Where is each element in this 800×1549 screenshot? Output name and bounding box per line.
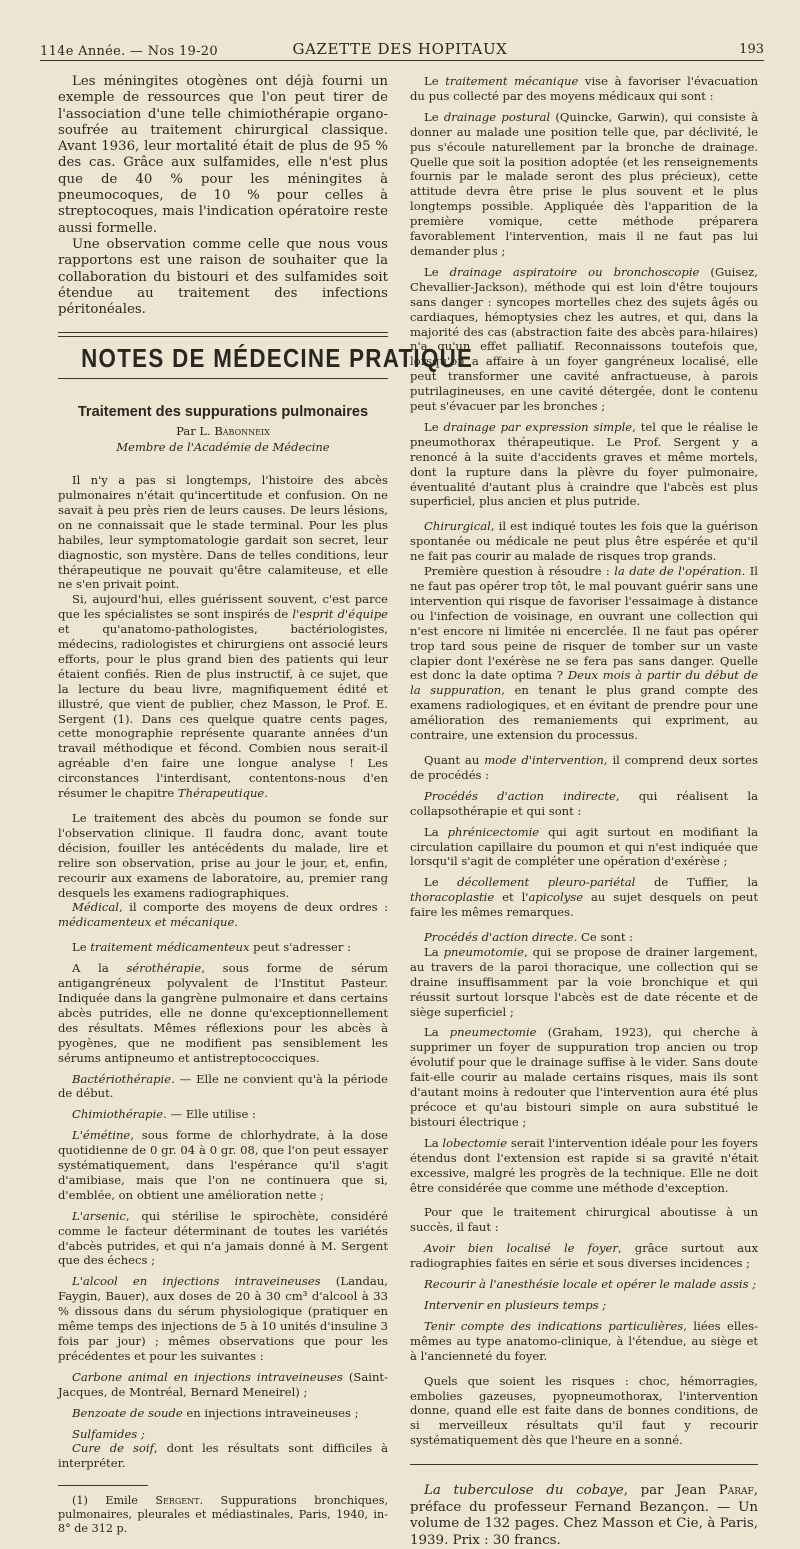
text-run: (1) Emile [72, 1494, 156, 1508]
review-text [410, 1483, 758, 1549]
emphasis: mode d'intervention [484, 752, 604, 767]
text-run: , préface du professeur Fernand Bezançon. — Un volume de 132 pages. Chez Masson et Cie, à Paris, 1939. Prix : 30 francs. [410, 1483, 758, 1548]
journal-title: GAZETTE DES HOPITAUX [292, 40, 508, 58]
text-run: Il ne faut pas opérer trop tôt, le mal pouvant guérir sans une intervention qui risque de favoriser l'essaimage à distance ou l'infection de voisinage, en ouvrant une collection qui n'est encore ni limitée ni encerclée. Il ne faut pas opérer trop tard sous peine de risquer de tomber sur un vaste clapier dont l'exérèse ne se fera pas sans danger. Quelle est donc la date optima ? [410, 564, 758, 683]
emphasis: pneumotomie [443, 944, 524, 959]
emphasis: Médical [72, 900, 119, 915]
text-run: , tel que le réalise le pneumothorax thérapeutique. Le Prof. Sergent y a renoncé à la suite d'accidents graves et même mortels, dont la rupture dans la plèvre du foyer pulmonaire, éventualité d'autant plus à craindre que l'abcès est plus superficiel, plus ancien et plus putride. [410, 419, 758, 509]
article-title: Traitement des suppurations pulmonaires [77, 404, 369, 421]
emphasis: Procédés d'action directe. [424, 930, 578, 945]
emphasis: phrénicectomie [447, 824, 540, 839]
text-run: , par Jean [623, 1483, 719, 1499]
emphasis: drainage aspiratoire ou bronchoscopie [449, 264, 700, 279]
text-run: — Elle ne convient qu'à la période de début. [58, 1071, 388, 1101]
page-number: 193 [739, 42, 764, 57]
paragraph [410, 1319, 758, 1364]
text-run: , qui réalisent la collapsothérapie et qui sont : [410, 788, 758, 818]
emphasis: traitement mécanique [445, 74, 579, 88]
footnote [58, 1494, 388, 1536]
emphasis: L'arsenic [72, 1208, 126, 1223]
paragraph [58, 940, 388, 955]
emphasis: décollement pleuro-pariétal [457, 875, 636, 890]
text-run: Le [424, 74, 446, 88]
emphasis: Chirurgical [424, 519, 491, 534]
text-run: et l' [494, 890, 529, 905]
text-run: Quant au [424, 752, 485, 767]
paragraph [410, 1136, 758, 1196]
paragraph [410, 930, 758, 945]
paragraph [58, 1370, 388, 1400]
text-run: (Landau, Faygin, Bauer), aux doses de 20 à 30 cm³ d'alcool à 33 % dissous dans du sérum physiologique (pratiquer en même temps des injections de 5 à 10 unités d'insuline 3 fois par jour) ; mêmes observations que pour les précédentes et pour les suivantes : [58, 1274, 388, 1363]
text-run: La [424, 1025, 450, 1040]
paragraph [410, 875, 758, 920]
text-run: vise à favoriser l'évacuation du pus collecté par des moyens médicaux qui sont : [410, 74, 758, 103]
paragraph: Recourir à l'anesthésie locale et opérer le malade assis ; [424, 1277, 757, 1292]
right-column [410, 74, 758, 1549]
paragraph [410, 1241, 758, 1271]
text-run: (Guisez, Chevallier-Jackson), méthode qui est loin d'être toujours sans danger : syncopes mortelles chez des sujets âgés ou cardiaques, hémoptysies chez les autres, et qui, dans la majorité des cas (abstraction faite des abcès para-hilaires) n'a qu'un effet palliatif. Reconnaissons toutefois que, lorsqu'on a affaire à un foyer gangréneux localisé, elle peut transformer une cavité anfractueuse, à parois putrilagineuses, en une cavité détergée, dont le contenu peut s'évacuer par les bronches ; [410, 264, 758, 414]
emphasis: Chimiothérapie. [72, 1107, 167, 1122]
emphasis: L'alcool en injections intraveineuses [72, 1274, 321, 1289]
paragraph [410, 420, 758, 509]
text-run: , en tenant le plus grand compte des examens radiologiques, et en évitant de prendre pour une amélioration des remaniements qui expriment, au contraire, une extension du processus. [410, 683, 758, 743]
review-rule [410, 1464, 758, 1465]
text-run: serait l'intervention idéale pour les foyers étendus dont l'extension est rapide si sa gravité n'était excessive, malgré les progrès de la technique. Elle ne doit être considérée que comme une méthode d'exception. [410, 1135, 758, 1195]
text-run: , il est indiqué toutes les fois que la guérison spontanée ou médicale ne peut plus être espérée et qu'il ne fait pas courir au malade de risques trop grands. [410, 519, 758, 564]
text-run: La [424, 944, 444, 959]
paragraph [410, 825, 758, 870]
text-run: , dont les résultats sont difficiles à interpréter. [58, 1441, 388, 1471]
emphasis: Tenir compte des indications particulières [424, 1318, 684, 1333]
text-run: qui agit surtout en modifiant la circulation capillaire du poumon et qui n'est indiquée que lorsqu'il s'agit de compléter une opération d'exérèse ; [410, 824, 758, 869]
header-rule [40, 60, 764, 61]
lead-paragraph: Les méningites otogènes ont déjà fourni un exemple de ressources que l'on peut tirer de l'association d'une telle chimiothérapie organo-soufrée au traitement chirurgical classique. Avant 1936, leur mortalité était de plus de 95 % des cas. Grâce aux sulfamides, elle n'est plus que de 40 % pour les méningites à pneumocoques, de 10 % pour celles à streptocoques, mais l'indication opératoire reste aussi formelle. [58, 74, 388, 236]
author-name: Babonneix [214, 424, 270, 439]
text-run: Première question à résoudre : [424, 564, 615, 579]
paragraph [58, 1107, 388, 1122]
text-run: — Elle utilise : [166, 1107, 256, 1122]
paragraph [58, 1072, 388, 1102]
text-run: , il comporte des moyens de deux ordres : [118, 900, 388, 915]
emphasis: Procédés d'action indirecte [424, 788, 616, 803]
paragraph [58, 1209, 388, 1269]
text-run: . Suppurations bronchiques, pulmonaires, pleurales et médiastinales, Paris, 1940, in-8° de 312 p. [58, 1494, 388, 1536]
paragraph [58, 900, 388, 930]
emphasis: drainage postural [443, 109, 551, 124]
paragraph [410, 945, 758, 1020]
emphasis: sérothérapie [126, 961, 202, 976]
text-run: , qui stérilise le spirochète, considéré comme le facteur déterminant de toutes les variétés d'abcès putrides, et qui n'a jamais donné à M. Sergent que des échecs ; [58, 1208, 388, 1268]
paragraph: Sulfamides ; [72, 1426, 145, 1441]
text-run: et qu'anatomo-pathologistes, bactériologistes, médecins, radiologistes et chirurgiens ont associé leurs efforts, pour le plus grand bien des patients qui leur étaient confiés. Rien de plus instructif, à ce sujet, que la lecture du beau livre, magnifiquement édité et illustré, que vient de publier, chez Masson, le Prof. E. Sergent (1). Dans ces quelque quatre cents pages, cette monographie représente quarante années d'un travail méthodique et fécond. Combien nous serait-il agréable d'en faire une longue analyse ! Les circonstances l'interdisant, contentons-nous d'en résumer le chapitre [58, 622, 388, 801]
text-run: , grâce surtout aux radiographies faites en série et sous diverses incidences ; [410, 1241, 758, 1271]
text-run: , il comprend deux sortes de procédés : [410, 752, 758, 782]
text-run: (Quincke, Garwin), qui consiste à donner au malade une position telle que, par déclivité, le pus s'écoule naturellement par la bronche de drainage. Quelle que soit la position adoptée (et les renseignements fournis par le malade seront des plus précieux), cette attitude devra être prise le plus souvent et le plus longtemps possible. Appliquée dès l'apparition de la première vomique, cette méthode préparera favorablement l'intervention, mais il ne faut pas lui demander plus ; [410, 109, 758, 258]
lead-paragraph: Une observation comme celle que nous vous rapportons est une raison de souhaiter que la collaboration du bistouri et des sulfamides soit étendue au traitement des infections péritonéales. [58, 236, 388, 318]
emphasis: Carbone animal en injections intraveineuses [72, 1369, 343, 1384]
text-run: Le [424, 875, 458, 890]
emphasis: traitement médicamenteux [90, 940, 250, 955]
previous-article-end [58, 74, 388, 318]
emphasis: Benzoate de soude [72, 1405, 183, 1420]
text-run: , sous forme de chlorhydrate, à la dose quotidienne de 0 gr. 04 à 0 gr. 08, que l'on peut essayer systématiquement, dans l'espérance qu'il s'agit d'amibiase, mais que l'on ne continuera que si, d'emblée, on obtient une amélioration nette ; [58, 1128, 388, 1202]
text-run: de Tuffier, la [635, 875, 759, 890]
emphasis: lobectomie [442, 1135, 508, 1150]
author-prefix: Par L. [176, 424, 211, 439]
article-author [58, 424, 388, 439]
text-run: , sous forme de sérum antigangréneux polyvalent de l'Institut Pasteur. Indiquée dans la gangrène pulmonaire et dans certains abcès putrides, elle ne donne qu'exceptionnellement des résultats. Mêmes réflexions pour les abcès à pyogènes, que ne modifient pas sensiblement les sérums antipneumo et antistreptococciques. [58, 961, 388, 1065]
text-run: La [424, 824, 448, 839]
paragraph [410, 1025, 758, 1129]
paragraph [410, 110, 758, 259]
text-run: Ce sont : [577, 930, 634, 945]
paragraph [58, 592, 388, 801]
emphasis: L'émétine [72, 1128, 131, 1143]
book-author: Paraf [718, 1483, 754, 1499]
text-run: Si, aujourd'hui, elles guérissent souvent, c'est parce que les spécialistes se sont inspirés de [58, 592, 388, 622]
paragraph: Pour que le traitement chirurgical aboutisse à un succès, il faut : [410, 1205, 758, 1235]
emphasis: Bactériothérapie. [72, 1071, 175, 1086]
emphasis: pneumectomie [449, 1025, 537, 1040]
paragraph [58, 961, 388, 1065]
author-role: Membre de l'Académie de Médecine [116, 440, 330, 455]
emphasis: la date de l'opération. [614, 564, 746, 579]
emphasis: Thérapeutique. [177, 786, 268, 801]
paragraph [410, 265, 758, 414]
text-run: La [424, 1135, 443, 1150]
footnote-author: Sergent [155, 1494, 200, 1508]
paragraph [410, 564, 758, 743]
paragraph [410, 753, 758, 783]
footnote-rule [58, 1485, 148, 1486]
text-run: Le [72, 940, 91, 955]
paragraph [410, 74, 758, 104]
section-rule [58, 378, 388, 379]
text-run: (Saint-Jacques, de Montréal, Bernard Meneirel) ; [58, 1369, 388, 1399]
text-run: A la [72, 961, 127, 976]
paragraph: Il n'y a pas si longtemps, l'histoire des abcès pulmonaires n'était qu'incertitude et confusion. On ne savait à peu près rien de leurs causes. De leurs lésions, on ne connaissait que le stade terminal. Pour les plus habiles, leur symptomatologie gardait son secret, leur diagnostic, son mystère. Dans de telles conditions, leur thérapeutique ne pouvait qu'être calamiteuse, et elle ne s'en privait point. [58, 473, 388, 592]
emphasis: médicamenteux et mécanique. [58, 915, 238, 930]
emphasis: drainage par expression simple [443, 419, 633, 434]
issue-number: 114e Année. — Nos 19-20 [40, 44, 218, 59]
section-divider [58, 332, 388, 337]
text-run: (Graham, 1923), qui cherche à supprimer un foyer de suppuration trop ancien ou trop évolutif pour que le drainage suffise à le vider. Sans doute fait-elle courir au malade certains risques, mais ils sont d'autant moins à redouter que l'intervention aura été plus précoce et qu'au bistouri simple on aura substitué le bistouri électrique ; [410, 1025, 758, 1129]
section-title: NOTES DE MÉDECINE PRATIQUE [81, 343, 474, 374]
text-run: Le [424, 419, 444, 434]
running-header [0, 36, 800, 62]
emphasis: apicolyse [528, 890, 584, 905]
paragraph [58, 1128, 388, 1203]
footnote-text [58, 1494, 388, 1536]
text-run: , qui se propose de drainer largement, au travers de la paroi thoracique, une collection qui se draine insuffisamment par la voie bronchique et qui réussit surtout lorsque l'abcès est de date récente et de siège superficiel ; [410, 944, 758, 1019]
paragraph: Intervenir en plusieurs temps ; [424, 1297, 607, 1312]
paragraph [58, 1406, 388, 1421]
text-run: , liées elles-mêmes au type anatomo-clinique, à l'étendue, au siège et à l'ancienneté du foyer. [410, 1318, 758, 1363]
book-review [410, 1483, 758, 1549]
paragraph [58, 1441, 388, 1471]
text-run: en injections intraveineuses ; [182, 1405, 359, 1420]
emphasis: l'esprit d'équipe [292, 607, 388, 622]
book-title: La tuberculose du cobaye [424, 1483, 624, 1499]
paragraph [410, 789, 758, 819]
paragraph: Quels que soient les risques : choc, hémorragies, embolies gazeuses, pyopneumothorax, l'intervention donne, quand elle est faite dans de bonnes conditions, de si merveilleux résultats qu'il faut y recourir systématiquement dès que l'heure en a sonné. [410, 1373, 758, 1448]
paragraph: Le traitement des abcès du poumon se fonde sur l'observation clinique. Il faudra donc, avant toute décision, fouiller les antécédents du malade, lire et relire son observation, prise au jour le jour, et, enfin, recourir aux examens de laboratoire, au, premier rang desquels les examens radiographiques. [58, 811, 388, 900]
emphasis: Deux mois à partir du début de la suppuration [410, 668, 759, 698]
emphasis: thoracoplastie [410, 890, 495, 905]
text-run: au sujet desquels on peut faire les mêmes remarques. [410, 890, 758, 920]
text-run: Le [424, 264, 450, 279]
paragraph [410, 519, 758, 564]
emphasis: Cure de soif [72, 1441, 154, 1456]
text-run: Le [424, 109, 444, 124]
text-run: peut s'adresser : [249, 940, 352, 955]
emphasis: Avoir bien localisé le foyer [424, 1241, 618, 1256]
paragraph [58, 1274, 388, 1363]
